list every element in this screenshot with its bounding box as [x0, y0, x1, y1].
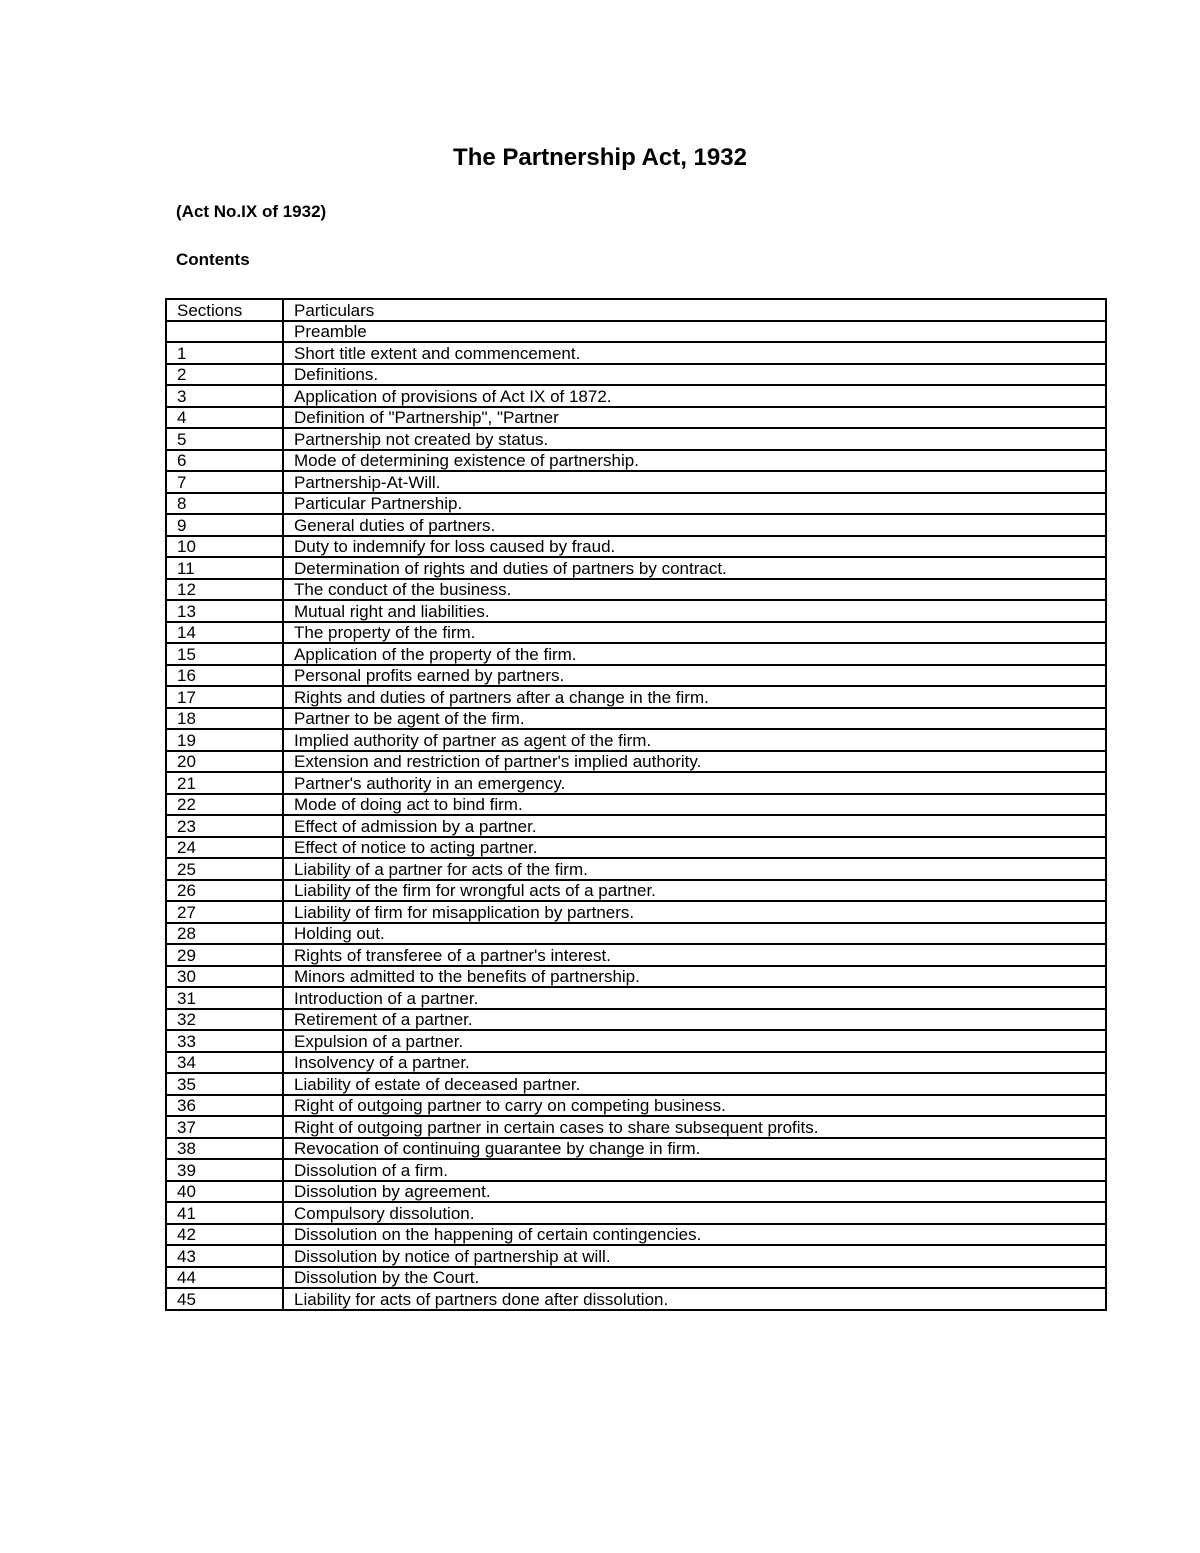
particular-cell: Rights and duties of partners after a change in the firm.: [283, 686, 1106, 708]
table-row: [166, 428, 1106, 450]
section-number-cell: 41: [166, 1202, 283, 1224]
table-row: [166, 321, 1106, 343]
section-number-cell: 17: [166, 686, 283, 708]
particular-cell: Partnership not created by status.: [283, 428, 1106, 450]
table-row: [166, 536, 1106, 558]
section-number-cell: 44: [166, 1267, 283, 1289]
particular-cell: Expulsion of a partner.: [283, 1030, 1106, 1052]
particular-cell: Definitions.: [283, 364, 1106, 386]
table-row: [166, 1138, 1106, 1160]
particular-cell: Partner to be agent of the firm.: [283, 708, 1106, 730]
table-row: [166, 794, 1106, 816]
section-number-cell: 38: [166, 1138, 283, 1160]
section-number-cell: 33: [166, 1030, 283, 1052]
section-number-cell: 15: [166, 643, 283, 665]
section-number-cell: 14: [166, 622, 283, 644]
header-sections: Sections: [166, 299, 283, 321]
particular-cell: Liability for acts of partners done after dissolution.: [283, 1288, 1106, 1310]
particular-cell: The conduct of the business.: [283, 579, 1106, 601]
particular-cell: Mode of determining existence of partnership.: [283, 450, 1106, 472]
particular-cell: Introduction of a partner.: [283, 987, 1106, 1009]
section-number-cell: 4: [166, 407, 283, 429]
particular-cell: Duty to indemnify for loss caused by fraud.: [283, 536, 1106, 558]
section-number-cell: 39: [166, 1159, 283, 1181]
particular-cell: Retirement of a partner.: [283, 1009, 1106, 1031]
table-row: [166, 1224, 1106, 1246]
table-row: [166, 1073, 1106, 1095]
section-number-cell: [166, 321, 283, 343]
particular-cell: Application of provisions of Act IX of 1872.: [283, 385, 1106, 407]
section-number-cell: 16: [166, 665, 283, 687]
table-row: [166, 880, 1106, 902]
particular-cell: General duties of partners.: [283, 514, 1106, 536]
table-row: [166, 471, 1106, 493]
section-number-cell: 36: [166, 1095, 283, 1117]
table-row: [166, 557, 1106, 579]
table-row: [166, 579, 1106, 601]
section-number-cell: 27: [166, 901, 283, 923]
table-row: [166, 622, 1106, 644]
table-row: [166, 1030, 1106, 1052]
particular-cell: Dissolution on the happening of certain contingencies.: [283, 1224, 1106, 1246]
section-number-cell: 43: [166, 1245, 283, 1267]
table-row: [166, 493, 1106, 515]
table-row: [166, 772, 1106, 794]
section-number-cell: 21: [166, 772, 283, 794]
particular-cell: Determination of rights and duties of partners by contract.: [283, 557, 1106, 579]
particular-cell: Liability of a partner for acts of the firm.: [283, 858, 1106, 880]
table-row: [166, 1267, 1106, 1289]
table-row: [166, 944, 1106, 966]
section-number-cell: 6: [166, 450, 283, 472]
particular-cell: Liability of firm for misapplication by partners.: [283, 901, 1106, 923]
section-number-cell: 30: [166, 966, 283, 988]
table-row: [166, 729, 1106, 751]
table-row: [166, 901, 1106, 923]
header-particulars: Particulars: [283, 299, 1106, 321]
section-number-cell: 18: [166, 708, 283, 730]
table-row: [166, 600, 1106, 622]
table-row: [166, 1288, 1106, 1310]
page-title: The Partnership Act, 1932: [453, 144, 747, 171]
section-number-cell: 29: [166, 944, 283, 966]
section-number-cell: 13: [166, 600, 283, 622]
table-row: [166, 643, 1106, 665]
table-row: [166, 665, 1106, 687]
section-number-cell: 34: [166, 1052, 283, 1074]
table-row: [166, 1245, 1106, 1267]
particular-cell: Rights of transferee of a partner's interest.: [283, 944, 1106, 966]
section-number-cell: 3: [166, 385, 283, 407]
particular-cell: Partner's authority in an emergency.: [283, 772, 1106, 794]
particular-cell: Particular Partnership.: [283, 493, 1106, 515]
particular-cell: Right of outgoing partner to carry on competing business.: [283, 1095, 1106, 1117]
section-number-cell: 28: [166, 923, 283, 945]
particular-cell: The property of the firm.: [283, 622, 1106, 644]
particular-cell: Compulsory dissolution.: [283, 1202, 1106, 1224]
particular-cell: Revocation of continuing guarantee by change in firm.: [283, 1138, 1106, 1160]
particular-cell: Holding out.: [283, 923, 1106, 945]
section-number-cell: 25: [166, 858, 283, 880]
table-row: [166, 1116, 1106, 1138]
section-number-cell: 11: [166, 557, 283, 579]
particular-cell: Mutual right and liabilities.: [283, 600, 1106, 622]
section-number-cell: 12: [166, 579, 283, 601]
section-number-cell: 9: [166, 514, 283, 536]
section-number-cell: 26: [166, 880, 283, 902]
section-number-cell: 42: [166, 1224, 283, 1246]
table-header-row: [166, 299, 1106, 321]
table-row: [166, 837, 1106, 859]
particular-cell: Dissolution by the Court.: [283, 1267, 1106, 1289]
table-row: [166, 407, 1106, 429]
particular-cell: Liability of estate of deceased partner.: [283, 1073, 1106, 1095]
section-number-cell: 10: [166, 536, 283, 558]
table-row: [166, 1181, 1106, 1203]
table-row: [166, 364, 1106, 386]
section-number-cell: 23: [166, 815, 283, 837]
act-number-subtitle: (Act No.IX of 1932): [176, 202, 327, 221]
section-number-cell: 31: [166, 987, 283, 1009]
contents-heading: Contents: [176, 250, 250, 269]
particular-cell: Effect of notice to acting partner.: [283, 837, 1106, 859]
table-row: [166, 923, 1106, 945]
section-number-cell: 22: [166, 794, 283, 816]
particular-cell: Insolvency of a partner.: [283, 1052, 1106, 1074]
table-row: [166, 385, 1106, 407]
section-number-cell: 8: [166, 493, 283, 515]
table-row: [166, 815, 1106, 837]
section-number-cell: 37: [166, 1116, 283, 1138]
particular-cell: Short title extent and commencement.: [283, 342, 1106, 364]
table-row: [166, 1202, 1106, 1224]
table-row: [166, 342, 1106, 364]
particular-cell: Partnership-At-Will.: [283, 471, 1106, 493]
particular-cell: Dissolution by notice of partnership at will.: [283, 1245, 1106, 1267]
section-number-cell: 40: [166, 1181, 283, 1203]
section-number-cell: 7: [166, 471, 283, 493]
table-row: [166, 966, 1106, 988]
section-number-cell: 2: [166, 364, 283, 386]
particular-cell: Right of outgoing partner in certain cases to share subsequent profits.: [283, 1116, 1106, 1138]
particular-cell: Dissolution of a firm.: [283, 1159, 1106, 1181]
section-number-cell: 32: [166, 1009, 283, 1031]
table-row: [166, 987, 1106, 1009]
table-row: [166, 1009, 1106, 1031]
particular-cell: Minors admitted to the benefits of partnership.: [283, 966, 1106, 988]
section-number-cell: 24: [166, 837, 283, 859]
table-row: [166, 686, 1106, 708]
table-row: [166, 1095, 1106, 1117]
table-row: [166, 1159, 1106, 1181]
table-row: [166, 1052, 1106, 1074]
section-number-cell: 20: [166, 751, 283, 773]
particular-cell: Dissolution by agreement.: [283, 1181, 1106, 1203]
particular-cell: Implied authority of partner as agent of the firm.: [283, 729, 1106, 751]
particular-cell: Mode of doing act to bind firm.: [283, 794, 1106, 816]
section-number-cell: 35: [166, 1073, 283, 1095]
particular-cell: Effect of admission by a partner.: [283, 815, 1106, 837]
particular-cell: Preamble: [283, 321, 1106, 343]
section-number-cell: 45: [166, 1288, 283, 1310]
table-row: [166, 514, 1106, 536]
section-number-cell: 1: [166, 342, 283, 364]
table-row: [166, 708, 1106, 730]
contents-table: [165, 298, 1107, 1311]
particular-cell: Definition of "Partnership", "Partner: [283, 407, 1106, 429]
particular-cell: Liability of the firm for wrongful acts of a partner.: [283, 880, 1106, 902]
section-number-cell: 19: [166, 729, 283, 751]
section-number-cell: 5: [166, 428, 283, 450]
particular-cell: Extension and restriction of partner's implied authority.: [283, 751, 1106, 773]
table-row: [166, 751, 1106, 773]
particular-cell: Application of the property of the firm.: [283, 643, 1106, 665]
table-row: [166, 450, 1106, 472]
table-row: [166, 858, 1106, 880]
particular-cell: Personal profits earned by partners.: [283, 665, 1106, 687]
